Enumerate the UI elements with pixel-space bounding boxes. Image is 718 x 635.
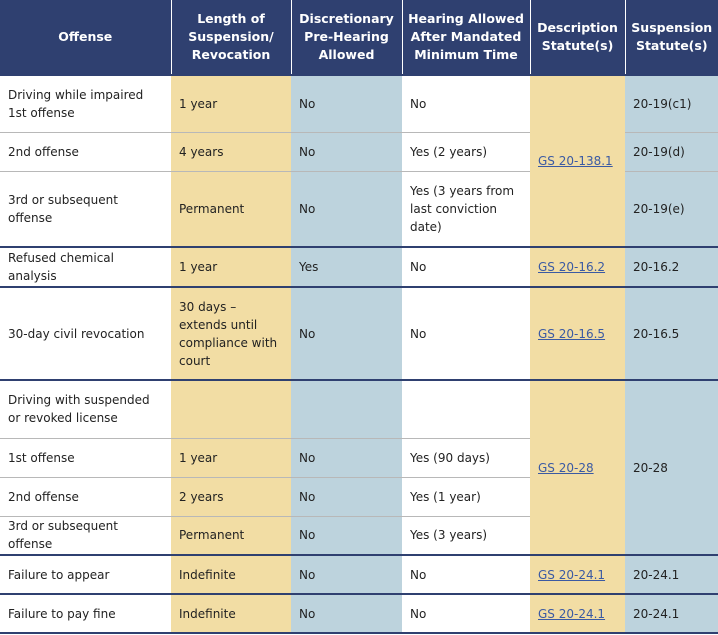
discretionary-cell: No bbox=[291, 438, 402, 477]
description-cell bbox=[530, 555, 625, 594]
length-cell: Indefinite bbox=[171, 555, 291, 594]
discretionary-cell: No bbox=[291, 594, 402, 633]
length-cell bbox=[171, 380, 291, 438]
table-row bbox=[0, 594, 718, 633]
discretionary-cell: No bbox=[291, 287, 402, 380]
offense-cell: 3rd or subsequent offense bbox=[0, 516, 171, 555]
table-row bbox=[0, 380, 718, 438]
hearing-cell: No bbox=[402, 247, 530, 287]
discretionary-cell bbox=[291, 380, 402, 438]
discretionary-cell: Yes bbox=[291, 247, 402, 287]
description-cell bbox=[530, 380, 625, 555]
discretionary-cell: No bbox=[291, 555, 402, 594]
hearing-cell: No bbox=[402, 555, 530, 594]
statute-link-appear[interactable]: GS 20-24.1 bbox=[538, 567, 606, 582]
hearing-cell bbox=[402, 380, 530, 438]
discretionary-cell: No bbox=[291, 477, 402, 516]
length-cell: 1 year bbox=[171, 75, 291, 132]
hearing-cell: No bbox=[402, 75, 530, 132]
suspension-cell: 20-24.1 bbox=[625, 594, 718, 633]
offense-cell: Driving while impaired 1st offense bbox=[0, 75, 171, 132]
offense-cell: Failure to appear bbox=[0, 555, 171, 594]
offense-cell: 30-day civil revocation bbox=[0, 287, 171, 380]
description-cell bbox=[530, 75, 625, 247]
suspension-cell: 20-19(c1) bbox=[625, 75, 718, 132]
statute-link-civil[interactable]: GS 20-16.5 bbox=[538, 326, 606, 341]
length-cell: 30 days – extends until compliance with court bbox=[171, 287, 291, 380]
header-discretionary: Discretionary Pre-Hearing Allowed bbox=[291, 0, 402, 75]
header-suspension: Suspension Statute(s) bbox=[625, 0, 718, 75]
hearing-cell: Yes (3 years) bbox=[402, 516, 530, 555]
statute-link-suspended[interactable]: GS 20-28 bbox=[538, 460, 594, 475]
suspension-cell: 20-16.5 bbox=[625, 287, 718, 380]
length-cell: 1 year bbox=[171, 247, 291, 287]
table-row bbox=[0, 247, 718, 287]
offense-cell: 2nd offense bbox=[0, 477, 171, 516]
suspension-cell: 20-16.2 bbox=[625, 247, 718, 287]
length-cell: Permanent bbox=[171, 516, 291, 555]
hearing-cell: No bbox=[402, 594, 530, 633]
discretionary-cell: No bbox=[291, 132, 402, 171]
length-cell: Indefinite bbox=[171, 594, 291, 633]
description-cell bbox=[530, 594, 625, 633]
offense-cell: Refused chemical analysis bbox=[0, 247, 171, 287]
length-cell: Permanent bbox=[171, 171, 291, 247]
length-cell: 4 years bbox=[171, 132, 291, 171]
discretionary-cell: No bbox=[291, 75, 402, 132]
hearing-cell: Yes (3 years from last conviction date) bbox=[402, 171, 530, 247]
statute-link-fine[interactable]: GS 20-24.1 bbox=[538, 606, 606, 621]
hearing-cell: Yes (2 years) bbox=[402, 132, 530, 171]
hearing-cell: Yes (1 year) bbox=[402, 477, 530, 516]
offense-cell: 2nd offense bbox=[0, 132, 171, 171]
statute-link-dwi[interactable]: GS 20-138.1 bbox=[538, 154, 613, 168]
offense-cell: Driving with suspended or revoked license bbox=[0, 380, 171, 438]
description-cell bbox=[530, 287, 625, 380]
table-row bbox=[0, 555, 718, 594]
suspension-cell: 20-24.1 bbox=[625, 555, 718, 594]
header-length: Length of Suspension/ Revocation bbox=[171, 0, 291, 75]
suspension-cell: 20-19(d) bbox=[625, 132, 718, 171]
hearing-cell: No bbox=[402, 287, 530, 380]
length-cell: 2 years bbox=[171, 477, 291, 516]
discretionary-cell: No bbox=[291, 171, 402, 247]
suspension-cell: 20-19(e) bbox=[625, 171, 718, 247]
discretionary-cell: No bbox=[291, 516, 402, 555]
offense-cell: Failure to pay fine bbox=[0, 594, 171, 633]
description-cell bbox=[530, 247, 625, 287]
table-row bbox=[0, 287, 718, 380]
hearing-cell: Yes (90 days) bbox=[402, 438, 530, 477]
offense-cell: 1st offense bbox=[0, 438, 171, 477]
suspension-cell: 20-28 bbox=[625, 380, 718, 555]
offense-cell: 3rd or subsequent offense bbox=[0, 171, 171, 247]
header-description: Description Statute(s) bbox=[530, 0, 625, 75]
statute-link-refused[interactable]: GS 20-16.2 bbox=[538, 260, 606, 274]
header-offense: Offense bbox=[0, 0, 171, 75]
length-cell: 1 year bbox=[171, 438, 291, 477]
header-hearing: Hearing Allowed After Mandated Minimum Time bbox=[402, 0, 530, 75]
header-row bbox=[0, 0, 718, 75]
table-row bbox=[0, 75, 718, 132]
